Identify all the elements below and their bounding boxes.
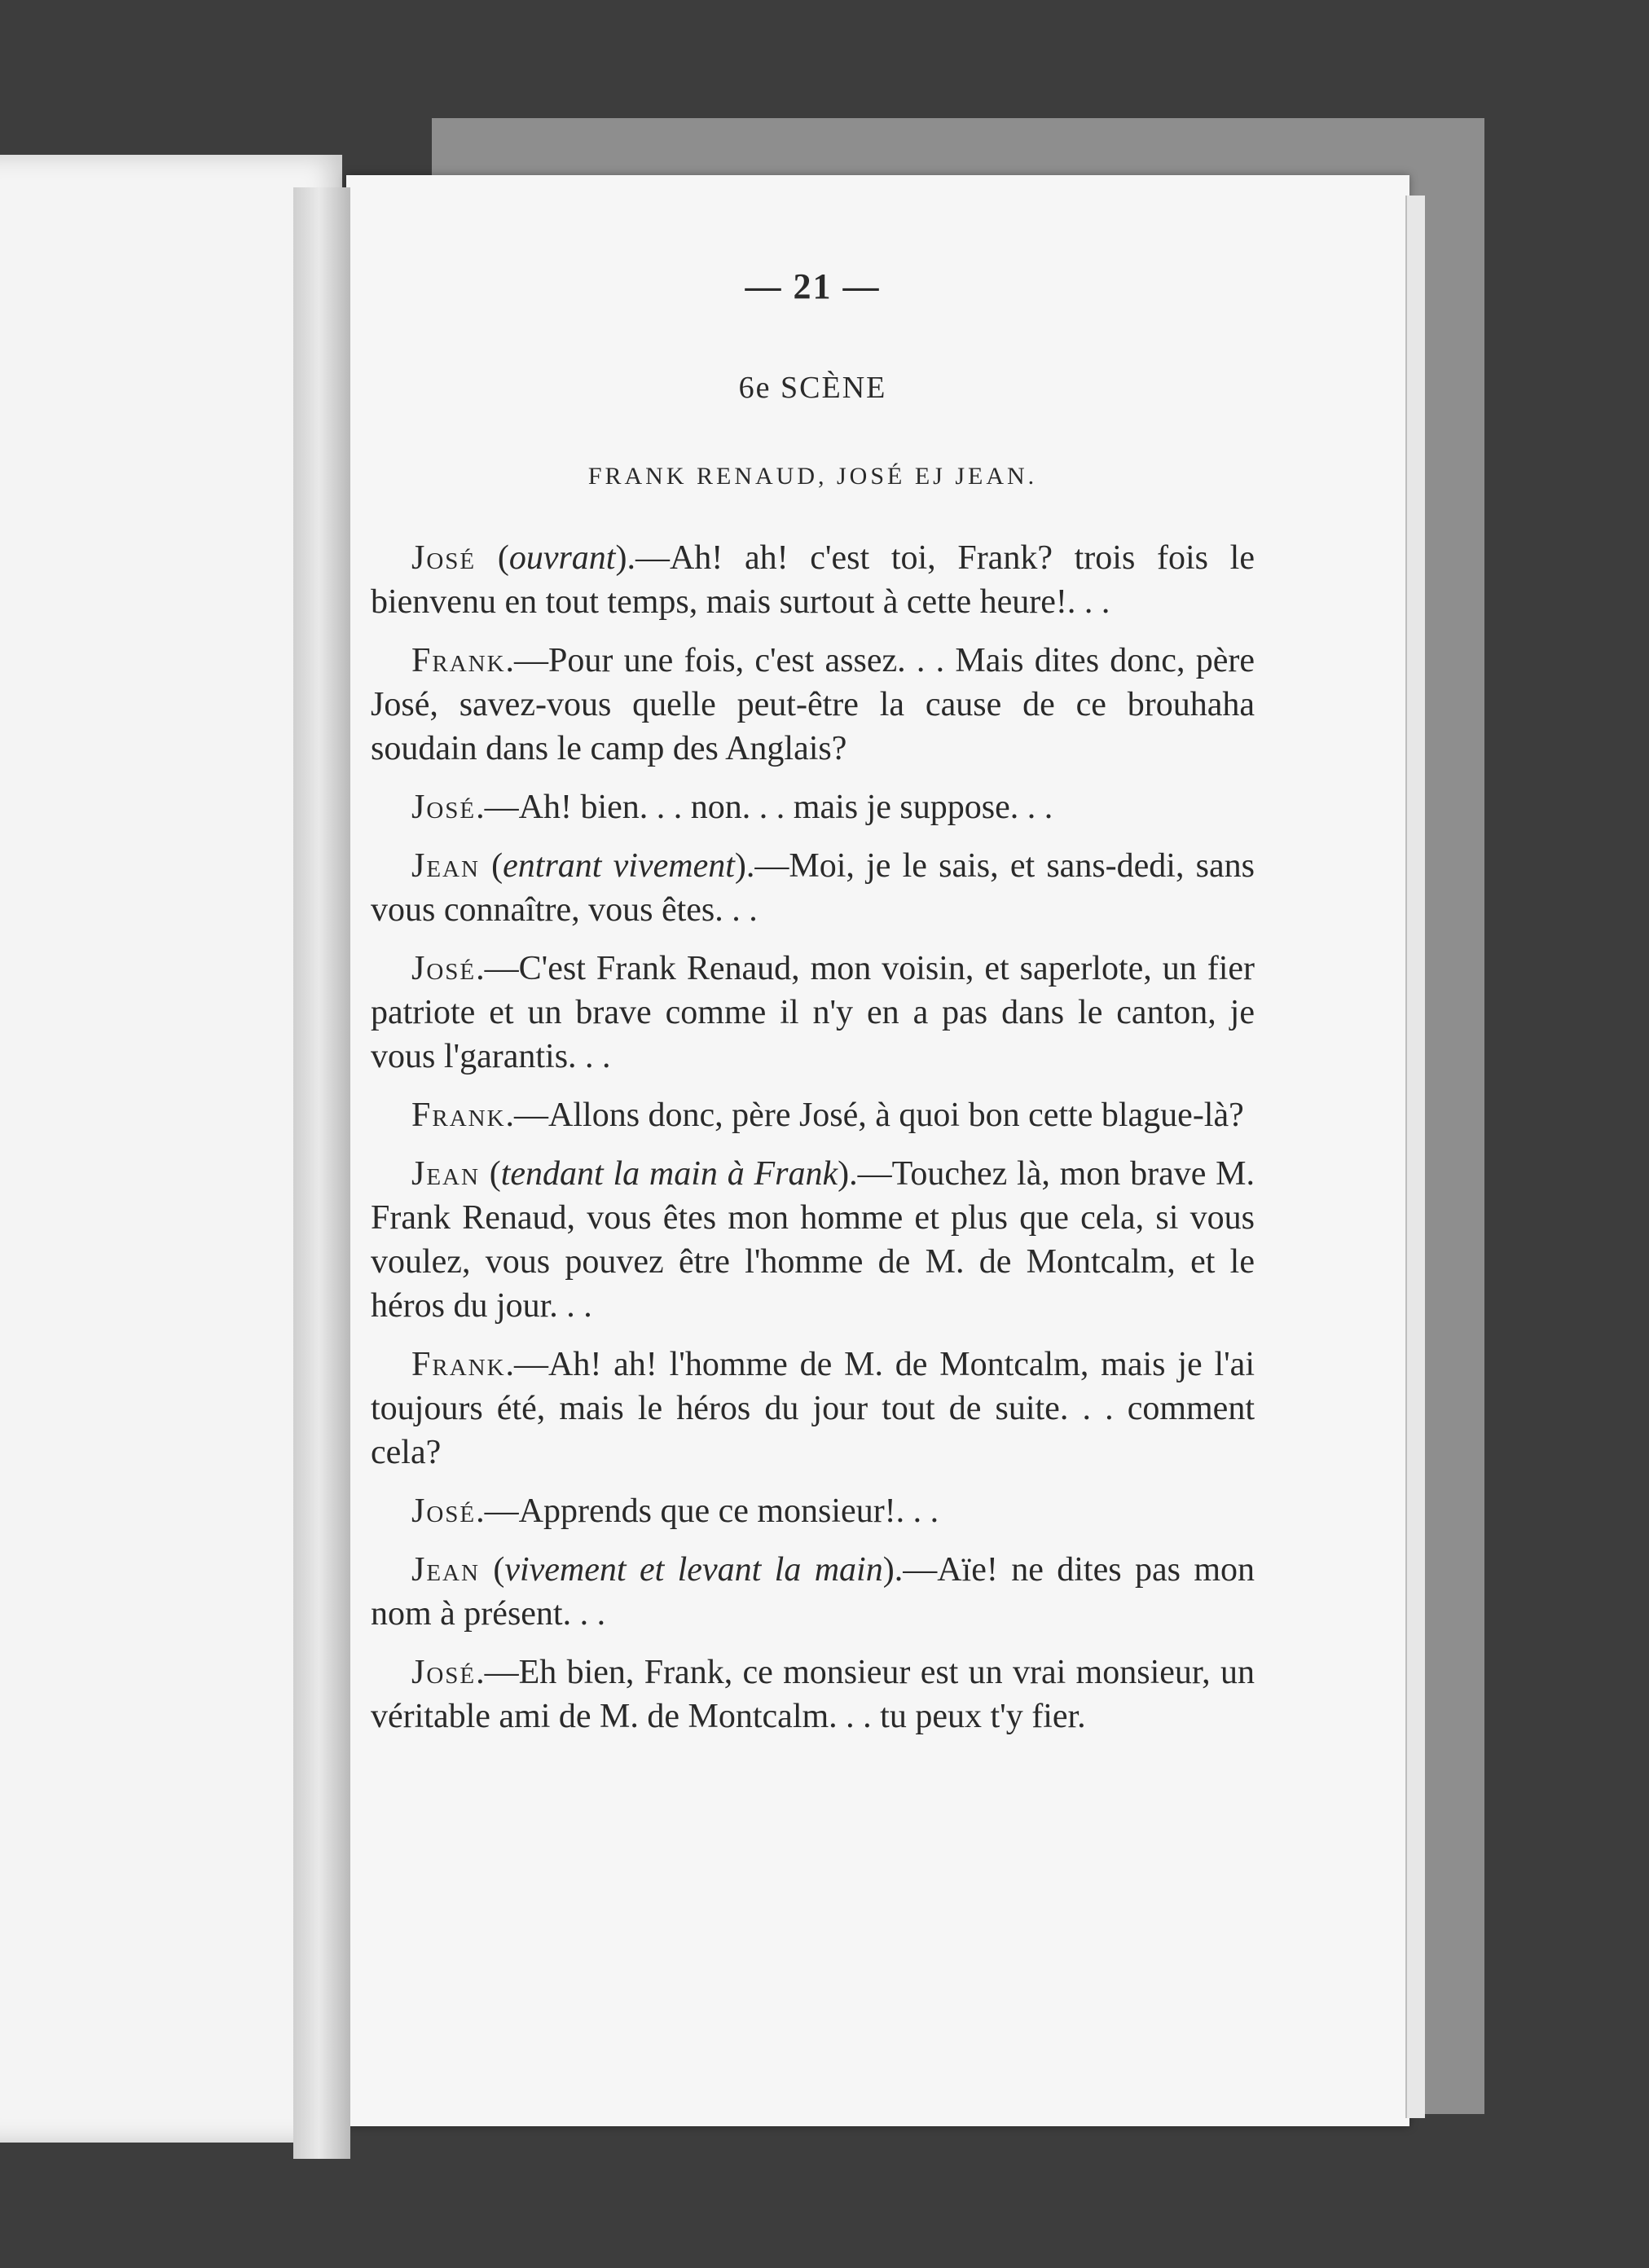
speaker-name: José	[411, 950, 477, 987]
dialogue-paragraph: Jean (vivement et levant la main).—Aïe! ne dites pas mon nom à présent. . .	[371, 1551, 1255, 1633]
speaker-name: Frank	[411, 642, 506, 679]
stage-direction: entrant vivement	[503, 847, 735, 885]
scene-title: 6e SCÈNE	[738, 371, 887, 405]
dialogue-paragraph	[371, 1489, 1255, 1533]
stage-direction: ouvrant	[508, 539, 616, 577]
dialogue-text: .—Moi, je le sais, et sans-dedi, sans vous connaître, vous êtes. . .	[371, 847, 1255, 929]
speaker-name: José	[411, 789, 477, 826]
characters-line: FRANK RENAUD, JOSÉ EJ JEAN.	[587, 463, 1038, 490]
dialogue-text: .—Aïe! ne dites pas mon nom à présent. . .	[371, 1551, 1255, 1633]
page-number: — 21 —	[745, 266, 881, 306]
dialogue-text: .—Ah! ah! c'est toi, Frank? trois fois le bienvenu en tout temps, mais surtout à cette heure!. . .	[371, 539, 1255, 621]
left-page	[0, 155, 342, 2143]
speaker-name: Jean	[411, 1155, 480, 1193]
dialogue-text: .—Allons donc, père José, à quoi bon cette blague-là?	[505, 1097, 1244, 1134]
dialogue-paragraph	[371, 1650, 1255, 1738]
dialogue-text: .—Touchez là, mon brave M. Frank Renaud, vous êtes mon homme et plus que cela, si vous voulez, vous pouvez être l'homme de M. de Montcalm, et le héros du jour. . .	[371, 1155, 1255, 1325]
dialogue-paragraph: José (ouvrant).—Ah! ah! c'est toi, Frank? trois fois le bienvenu en tout temps, mais surtout à cette heure!. . .	[371, 539, 1255, 621]
dialogue-text: .—Ah! ah! l'homme de M. de Montcalm, mais je l'ai toujours été, mais le héros du jour tout de suite. . . comment cela?	[371, 1346, 1255, 1471]
speaker-name: Jean	[411, 1551, 480, 1589]
stage-direction: vivement et levant la main	[504, 1551, 883, 1589]
speaker-name: José	[411, 1492, 477, 1530]
speaker-name: José	[411, 1654, 477, 1691]
dialogue-text: .—C'est Frank Renaud, mon voisin, et saperlote, un fier patriote et un brave comme il n'y en a pas dans le canton, je vous l'garantis. . .	[371, 950, 1255, 1075]
page-edge	[1405, 196, 1425, 2118]
dialogue-text: .—Ah! bien. . . non. . . mais je suppose. . .	[476, 789, 1053, 826]
dialogue-paragraph: Jean (entrant vivement).—Moi, je le sais, et sans-dedi, sans vous connaître, vous êtes. . .	[371, 847, 1255, 929]
dialogue-paragraph	[371, 639, 1255, 771]
dialogue-paragraph	[371, 947, 1255, 1079]
dialogue-text: .—Apprends que ce monsieur!. . .	[476, 1492, 939, 1530]
speaker-name: Jean	[411, 847, 480, 885]
speaker-name: Frank	[411, 1097, 506, 1134]
dialogue-paragraph	[371, 785, 1255, 829]
dialogue	[371, 536, 1255, 1738]
dialogue-text: .—Eh bien, Frank, ce monsieur est un vrai monsieur, un véritable ami de M. de Montcalm. . . tu peux t'y fier.	[371, 1654, 1255, 1735]
stage-direction: tendant la main à Frank	[500, 1155, 838, 1193]
speaker-name: Frank	[411, 1346, 506, 1383]
dialogue-paragraph	[371, 1343, 1255, 1475]
dialogue-paragraph	[371, 1093, 1255, 1137]
book-gutter	[293, 187, 350, 2159]
dialogue-paragraph: Jean (tendant la main à Frank).—Touchez là, mon brave M. Frank Renaud, vous êtes mon homme et plus que cela, si vous voulez, vous pouvez être l'homme de M. de Montcalm, et le héros du jour. . .	[371, 1155, 1255, 1325]
dialogue-text: .—Pour une fois, c'est assez. . . Mais dites donc, père José, savez-vous quelle peut-être la cause de ce brouhaha soudain dans le camp des Anglais?	[371, 642, 1255, 767]
speaker-name: José	[411, 539, 477, 577]
right-page-content	[371, 265, 1255, 1753]
